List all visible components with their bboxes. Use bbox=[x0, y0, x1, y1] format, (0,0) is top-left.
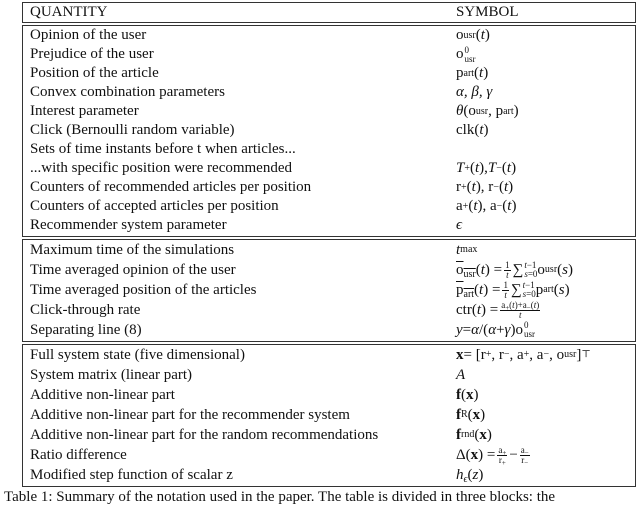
quantity-cell: Full system state (five dimensional) bbox=[30, 347, 245, 363]
quantity-cell: ...with specific position were recommended bbox=[30, 160, 293, 176]
quantity-cell: Maximum time of the simulations bbox=[30, 242, 235, 258]
table-row bbox=[23, 26, 635, 45]
notation-block-model bbox=[22, 25, 636, 237]
table-row bbox=[23, 280, 635, 300]
symbol-cell: r + ( t ), r − ( t ) bbox=[456, 179, 514, 195]
column-header-quantity: QUANTITY bbox=[30, 4, 108, 20]
table-header bbox=[22, 2, 636, 23]
symbol-cell: θ (o usr , p art ) bbox=[456, 103, 519, 119]
table-caption: Table 1: Summary of the notation used in the paper. The table is divided in three blocks: the bbox=[4, 489, 556, 505]
symbol-cell: Δ( x ) = $\frac{a_+}{r_+}$ − $\frac{a_-}{r_-}$ bbox=[456, 444, 529, 467]
notation-block-metrics bbox=[22, 239, 636, 342]
table-row bbox=[23, 365, 635, 385]
symbol-cell: clk( t ) bbox=[456, 122, 489, 138]
quantity-cell: Opinion of the user bbox=[30, 27, 147, 43]
symbol-cell: p art ( t ) bbox=[456, 65, 489, 81]
table-row bbox=[23, 320, 635, 340]
table-row bbox=[23, 300, 635, 320]
table-row bbox=[23, 140, 635, 159]
symbol-cell: α, β, γ bbox=[456, 84, 493, 100]
quantity-cell: Time averaged opinion of the user bbox=[30, 262, 236, 278]
symbol-cell: T + ( t ), T − ( t ) bbox=[456, 160, 517, 176]
table-row bbox=[23, 45, 635, 64]
table-row bbox=[23, 121, 635, 140]
symbol-cell: $h_\epsilon$ ( z ) bbox=[456, 467, 484, 485]
column-header-symbol: SYMBOL bbox=[456, 4, 519, 20]
table-row bbox=[23, 64, 635, 83]
notation-block-system bbox=[22, 344, 636, 487]
quantity-cell: Modified step function of scalar z bbox=[30, 467, 233, 483]
quantity-cell: Counters of accepted articles per position bbox=[30, 198, 279, 214]
table-row bbox=[23, 405, 635, 425]
symbol-cell: a + ( t ), a − ( t ) bbox=[456, 198, 517, 214]
symbol-cell: $o_{usr}$ ( t ) = $\frac{1}{t}$ ∑ t−1 s=0 o usr ( s ) bbox=[456, 259, 573, 280]
quantity-cell: Ratio difference bbox=[30, 447, 127, 463]
table-row bbox=[23, 178, 635, 197]
quantity-cell: System matrix (linear part) bbox=[30, 367, 193, 383]
symbol-cell: f R ( x ) bbox=[456, 407, 486, 423]
symbol-cell: x = [r + , r − , a + , a − , o usr ] ⊤ bbox=[456, 347, 591, 363]
table-row bbox=[23, 260, 635, 280]
table-row bbox=[23, 83, 635, 102]
quantity-cell: Additive non-linear part for the random recommendations bbox=[30, 427, 379, 443]
quantity-cell: Additive non-linear part for the recommender system bbox=[30, 407, 350, 423]
table-row bbox=[23, 465, 635, 485]
quantity-cell: Additive non-linear part bbox=[30, 387, 175, 403]
symbol-cell: f ( x ) bbox=[456, 387, 479, 403]
quantity-cell: Click-through rate bbox=[30, 302, 141, 318]
symbol-cell: f rnd ( x ) bbox=[456, 427, 492, 443]
quantity-cell: Interest parameter bbox=[30, 103, 139, 119]
symbol-cell: $p_{art}$ ( t ) = $\frac{1}{t}$ ∑ t−1 s=0 p art ( s ) bbox=[456, 279, 570, 300]
symbol-cell: A bbox=[456, 367, 466, 383]
quantity-cell: Convex combination parameters bbox=[30, 84, 225, 100]
quantity-cell: Separating line (8) bbox=[30, 322, 142, 338]
symbol-cell: ϵ bbox=[456, 217, 463, 233]
quantity-cell: Recommender system parameter bbox=[30, 217, 227, 233]
table-row bbox=[23, 385, 635, 405]
symbol-cell: o usr ( t ) bbox=[456, 27, 490, 43]
table-row bbox=[23, 345, 635, 365]
symbol-cell: t max bbox=[456, 242, 478, 258]
symbol-cell: o 0 usr bbox=[456, 44, 476, 64]
symbol-cell: ctr( t ) = $\frac{a_+(t)+a_-(t)}{t}$ bbox=[456, 299, 540, 320]
symbol-cell: y = α /( α + γ )o 0 usr bbox=[456, 320, 535, 339]
quantity-cell: Click (Bernoulli random variable) bbox=[30, 122, 235, 138]
quantity-cell: Position of the article bbox=[30, 65, 159, 81]
quantity-cell: Sets of time instants before t when articles... bbox=[30, 141, 296, 157]
table-row bbox=[23, 216, 635, 235]
quantity-cell: Time averaged position of the articles bbox=[30, 282, 257, 298]
table-row bbox=[23, 102, 635, 121]
quantity-cell: Counters of recommended articles per position bbox=[30, 179, 312, 195]
table-row bbox=[23, 240, 635, 260]
table-row bbox=[23, 425, 635, 445]
table-row bbox=[23, 159, 635, 178]
table-row bbox=[23, 445, 635, 465]
table-row bbox=[23, 197, 635, 216]
quantity-cell: Prejudice of the user bbox=[30, 46, 154, 62]
